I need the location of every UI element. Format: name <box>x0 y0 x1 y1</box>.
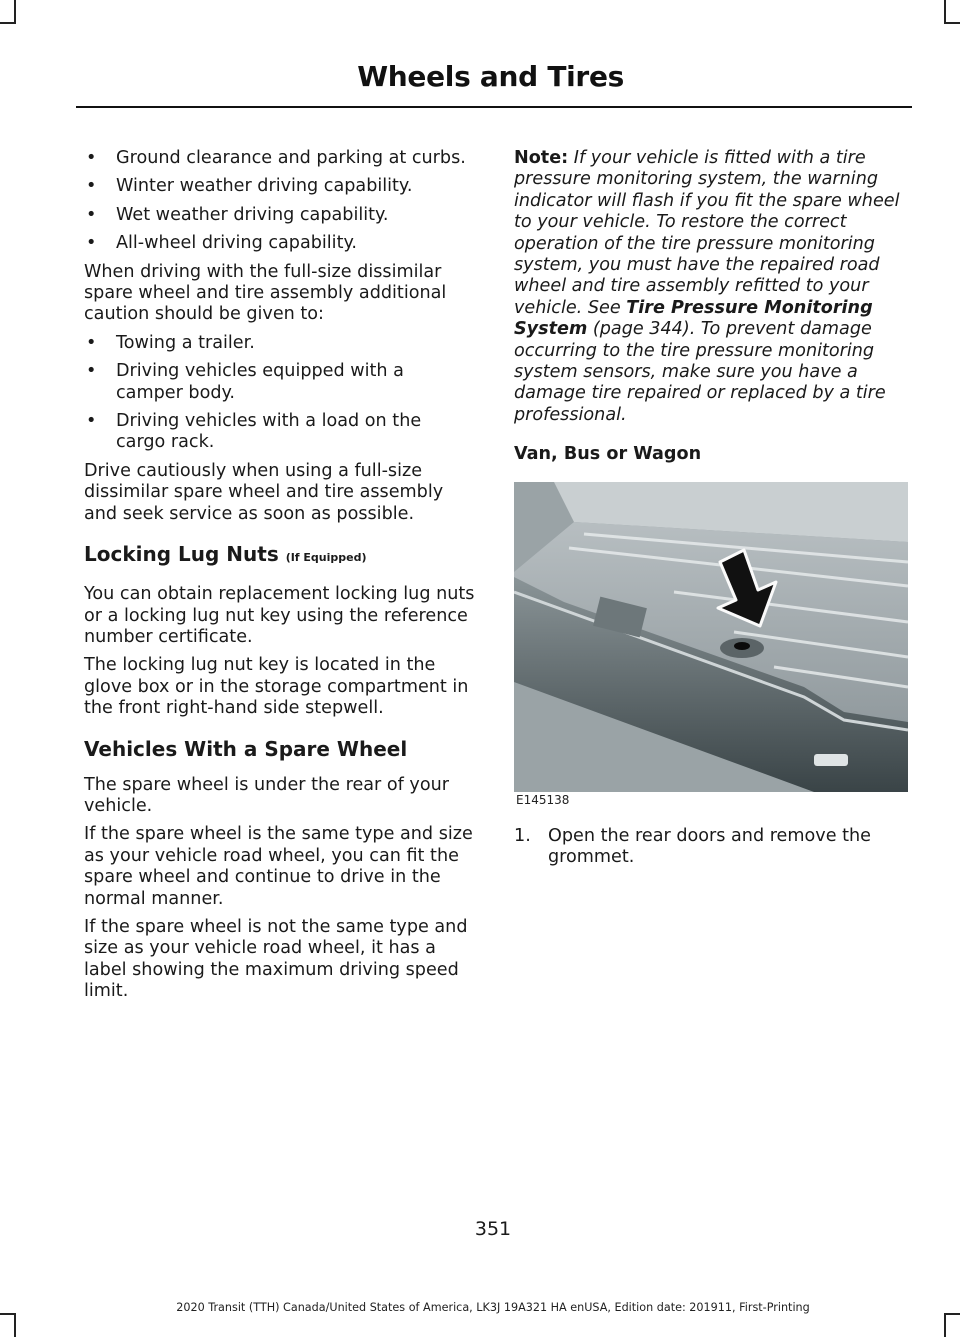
note-tpms <box>514 148 908 426</box>
list-item <box>514 826 908 869</box>
list-item: • Wet weather driving capability. <box>84 205 476 226</box>
heading-text: Locking Lug Nuts <box>84 542 279 567</box>
note-text-part2: (page 344). To prevent damage occurring to the tire pressure monitoring system sensors, make sure you have a damage tire repaired or replaced by a tire professional. <box>514 319 886 425</box>
bullet-list-caution <box>84 333 476 454</box>
crop-mark <box>0 22 16 24</box>
figure-code: E145138 <box>516 793 570 808</box>
heading-vehicles-with-spare: Vehicles With a Spare Wheel <box>84 736 408 761</box>
list-item: • Winter weather driving capability. <box>84 176 476 197</box>
heading-van-bus-wagon: Van, Bus or Wagon <box>514 444 702 465</box>
cross-reference-link[interactable]: Tire Pressure Monitoring System <box>514 297 873 340</box>
paragraph-spare-same: If the spare wheel is the same type and size as your vehicle road wheel, you can fit the spare wheel and continue to drive in the normal manner. <box>84 824 473 909</box>
step-number: 1. <box>514 825 531 846</box>
list-item: • Towing a trailer. <box>84 333 476 354</box>
page-footer: 2020 Transit (TTH) Canada/United States of America, LK3J 19A321 HA enUSA, Edition date: 201911, First-Printing <box>176 1301 810 1314</box>
grommet <box>734 642 750 650</box>
paragraph-spare-different: If the spare wheel is not the same type and size as your vehicle road wheel, it has a label showing the maximum driving speed limit. <box>84 916 468 1002</box>
cargo-floor-illustration <box>514 482 908 792</box>
header-rule <box>76 106 912 108</box>
note-text-part1: If your vehicle is fitted with a tire pressure monitoring system, the warning indicator will flash if you fit the spare wheel to your vehicle. To restore the correct operation of the tire pressure monitoring system, you must have the repaired road wheel and tire assembly refitted to your vehicle. See <box>514 148 900 318</box>
crop-mark <box>14 0 16 24</box>
heading-qualifier: (If Equipped) <box>285 551 367 565</box>
step-list <box>514 826 908 869</box>
bumper-light <box>814 754 848 766</box>
page-header-title: Wheels and Tires <box>357 60 624 93</box>
step-text: Open the rear doors and remove the grommet. <box>548 825 871 868</box>
heading-locking-lug-nuts <box>84 542 476 570</box>
page-number: 351 <box>474 1218 512 1240</box>
paragraph-drive-cautiously: Drive cautiously when using a full-size dissimilar spare wheel and tire assembly and seek service as soon as possible. <box>84 460 444 524</box>
left-column <box>84 148 476 1010</box>
list-item: • Ground clearance and parking at curbs. <box>84 148 476 169</box>
right-column <box>514 148 908 869</box>
paragraph-spare-location: The spare wheel is under the rear of your vehicle. <box>84 774 449 816</box>
note-label: Note: <box>514 148 569 168</box>
paragraph-lug-replacement: You can obtain replacement locking lug nuts or a locking lug nut key using the reference number certificate. <box>84 584 475 647</box>
list-item: • Driving vehicles equipped with a camper body. <box>84 361 476 404</box>
crop-mark <box>944 1313 946 1337</box>
bullet-list-limitations <box>84 148 476 255</box>
paragraph-lug-location: The locking lug nut key is located in the glove box or in the storage compartment in the front right-hand side stepwell. <box>84 655 469 719</box>
list-item: • All-wheel driving capability. <box>84 233 476 254</box>
figure-cargo-floor <box>514 482 908 812</box>
crop-mark <box>14 1313 16 1337</box>
crop-mark <box>944 22 960 24</box>
list-item: • Driving vehicles with a load on the cargo rack. <box>84 411 476 454</box>
paragraph-caution: When driving with the full-size dissimilar spare wheel and tire assembly additional caution should be given to: <box>84 261 447 325</box>
crop-mark <box>944 0 946 24</box>
